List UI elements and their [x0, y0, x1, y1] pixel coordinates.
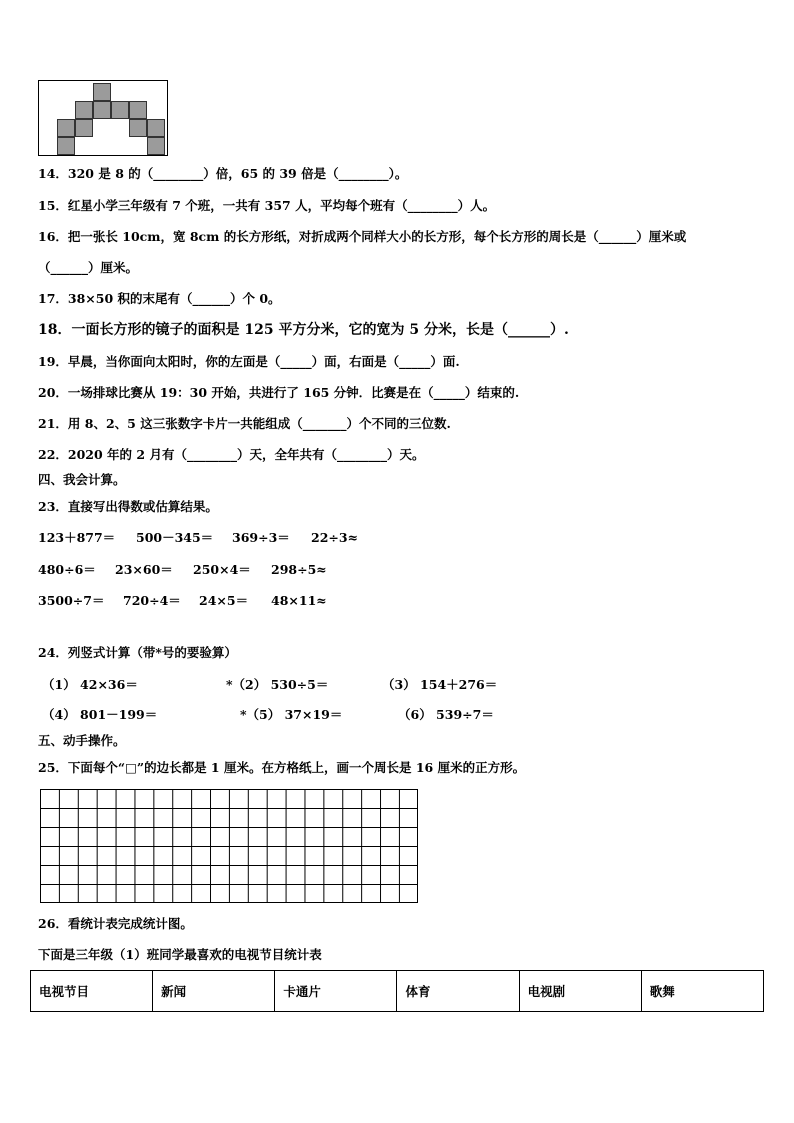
- question-17: 17．38×50 积的末尾有（______）个 0。: [38, 291, 281, 306]
- calc-item: 48×11≈: [271, 593, 327, 608]
- calc-item: 24×5＝: [199, 593, 249, 608]
- square-grid-paper[interactable]: [40, 789, 418, 903]
- section-5-heading: 五、动手操作。: [38, 733, 126, 748]
- shaded-square: [147, 119, 165, 137]
- table-cell: 歌舞: [641, 971, 763, 1012]
- table-cell: 卡通片: [275, 971, 397, 1012]
- calc-item: 123＋877＝: [38, 530, 116, 545]
- vertical-calc-item: （1） 42×36＝: [42, 677, 138, 692]
- shaded-square: [93, 83, 111, 101]
- question-18: 18．一面长方形的镜子的面积是 125 平方分米，它的宽为 5 分米，长是（______）.: [38, 322, 569, 338]
- shaded-square: [57, 119, 75, 137]
- question-24: 24．列竖式计算（带*号的要验算）: [38, 645, 237, 660]
- calc-item: 22÷3≈: [311, 530, 359, 545]
- tv-program-table: [30, 970, 764, 1012]
- vertical-calc-item: *（5） 37×19＝: [240, 707, 343, 722]
- calc-item: 720÷4＝: [123, 593, 181, 608]
- question-22: 22．2020 年的 2 月有（________）天，全年共有（________）天。: [38, 447, 425, 462]
- shaded-square: [129, 101, 147, 119]
- calc-item: 298÷5≈: [271, 562, 327, 577]
- table-cell: 电视节目: [31, 971, 153, 1012]
- table-cell: 体育: [397, 971, 519, 1012]
- table-caption: 下面是三年级（1）班同学最喜欢的电视节目统计表: [38, 947, 322, 962]
- shaded-square: [93, 101, 111, 119]
- vertical-calc-item: *（2） 530÷5＝: [226, 677, 329, 692]
- calc-item: 480÷6＝: [38, 562, 96, 577]
- table-row: [31, 971, 764, 1012]
- shaded-square: [57, 137, 75, 155]
- vertical-calc-item: （4） 801－199＝: [42, 707, 158, 722]
- question-16-line2: （______）厘米。: [38, 260, 139, 275]
- question-19: 19．早晨，当你面向太阳时，你的左面是（_____）面，右面是（_____）面.: [38, 354, 460, 369]
- vertical-calc-item: （6） 539÷7＝: [398, 707, 494, 722]
- vertical-calc-item: （3） 154＋276＝: [382, 677, 498, 692]
- table-cell: 新闻: [153, 971, 275, 1012]
- question-16-line1: 16．把一张长 10cm，宽 8cm 的长方形纸，对折成两个同样大小的长方形，每个长方形的周长是（______）厘米或: [38, 229, 687, 244]
- question-25: 25．下面每个“□”的边长都是 1 厘米。在方格纸上，画一个周长是 16 厘米的正方形。: [38, 760, 526, 775]
- calc-item: 250×4＝: [193, 562, 251, 577]
- question-15: 15．红星小学三年级有 7 个班，一共有 357 人，平均每个班有（________）人。: [38, 198, 496, 213]
- shaded-square: [75, 119, 93, 137]
- shaded-square: [147, 137, 165, 155]
- calc-item: 500－345＝: [136, 530, 214, 545]
- shaded-square: [75, 101, 93, 119]
- question-21: 21．用 8、2、5 这三张数字卡片一共能组成（_______）个不同的三位数.: [38, 416, 451, 431]
- question-20: 20．一场排球比赛从 19：30 开始，共进行了 165 分钟．比赛是在（_____）结束的.: [38, 385, 520, 400]
- table-cell: 电视剧: [519, 971, 641, 1012]
- calc-item: 3500÷7＝: [38, 593, 105, 608]
- shaded-square: [111, 101, 129, 119]
- question-26: 26．看统计表完成统计图。: [38, 916, 193, 931]
- shaded-square: [129, 119, 147, 137]
- calc-item: 369÷3＝: [232, 530, 290, 545]
- section-4-heading: 四、我会计算。: [38, 472, 126, 487]
- question-14: 14．320 是 8 的（________）倍，65 的 39 倍是（________）。: [38, 166, 408, 181]
- calc-item: 23×60＝: [115, 562, 173, 577]
- staircase-figure: [38, 80, 168, 156]
- question-23: 23．直接写出得数或估算结果。: [38, 499, 218, 514]
